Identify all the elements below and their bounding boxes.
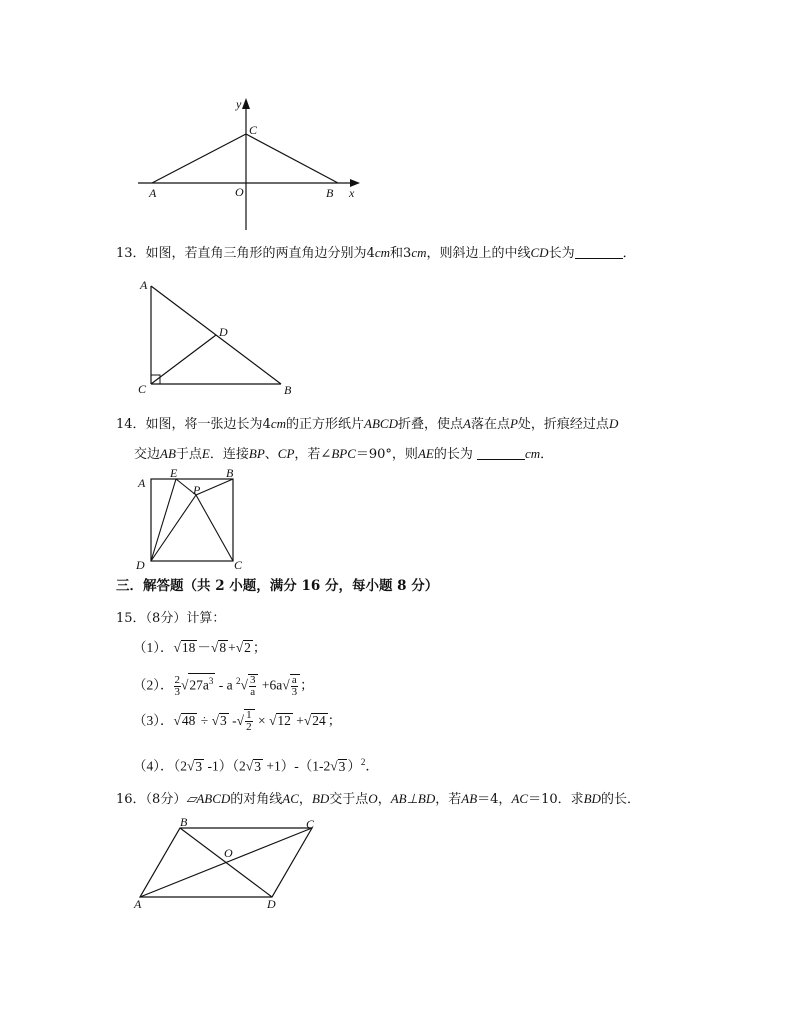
label-y: y [236, 97, 242, 111]
label-D: D [219, 325, 228, 339]
question-13: 13．如图，若直角三角形的两直角边分别为4cm和3cm，则斜边上的中线CD长为 ． [116, 245, 636, 261]
question-14-line-1: 14．如图，将一张边长为4cm的正方形纸片ABCD折叠，使点A落在点P处，折痕经过点D [116, 416, 619, 432]
label-O: O [235, 185, 244, 199]
question-number: 14． [116, 417, 146, 432]
figure-parallelogram [130, 813, 330, 909]
label-B: B [226, 466, 234, 480]
q15-part-2: （2）． $\frac{2}{3}$ $√27a^3$ - a $^2$√ $\frac{3}{a}$ +6a√ $\frac{a}{3}$ ； [133, 673, 314, 698]
label-C: C [306, 817, 315, 831]
label-B: B [326, 186, 334, 200]
segment-DP [151, 495, 196, 561]
label-A: A [140, 278, 148, 292]
figure-folded-square [133, 465, 248, 573]
segment-CB [246, 134, 338, 183]
segment-AC [152, 134, 246, 183]
label-P: P [193, 483, 201, 497]
label-D: D [267, 897, 276, 909]
median-CD [151, 335, 216, 384]
label-D: D [136, 558, 145, 572]
segment-CP [196, 495, 233, 561]
label-E: E [170, 466, 178, 480]
question-number: 15． [116, 611, 146, 626]
answer-blank[interactable] [477, 447, 525, 460]
label-B: B [180, 815, 188, 829]
label-C: C [234, 558, 243, 572]
answer-blank[interactable] [575, 246, 623, 259]
figure-right-triangle [135, 276, 300, 400]
label-C: C [138, 382, 147, 396]
figure-coordinate-triangle [130, 92, 370, 232]
question-15: 15．（8分）计算： [116, 611, 226, 626]
segment-BP [196, 479, 233, 495]
label-B: B [284, 383, 292, 397]
q15-part-1: （1）．√18 －√8 +√2 ； [133, 640, 267, 655]
q15-part-4: （4）．（2√3 -1）（2√3 +1）-（1-2√3 ）$^2$． [133, 757, 379, 774]
diagonal-BD [180, 828, 272, 897]
section-heading: 三．解答题（共 2 小题，满分 16 分，每小题 8 分） [116, 578, 439, 594]
question-14-line-2: 交边AB于点E．连接BP、CP，若∠BPC＝90°，则AE的长为 cm． [134, 446, 554, 462]
y-axis-arrow [242, 98, 250, 109]
label-C: C [249, 123, 258, 137]
question-16: 16．（8分）▱ABCD的对角线AC，BD交于点O，AB⊥BD，若AB＝4，AC＝10．求BD的长． [116, 791, 640, 807]
fold-DE [151, 479, 176, 561]
question-number: 16． [116, 792, 146, 807]
question-number: 13． [116, 246, 146, 261]
label-x: x [349, 186, 355, 200]
label-A: A [149, 186, 157, 200]
label-O: O [224, 846, 233, 860]
q15-part-3: （3）．√48 ÷ √3 -√ $\frac{1}{2}$ × √12 +√24 ； [133, 709, 342, 734]
label-A: A [138, 476, 146, 490]
sqrt-sign: √ [173, 640, 181, 655]
label-A: A [134, 897, 142, 909]
